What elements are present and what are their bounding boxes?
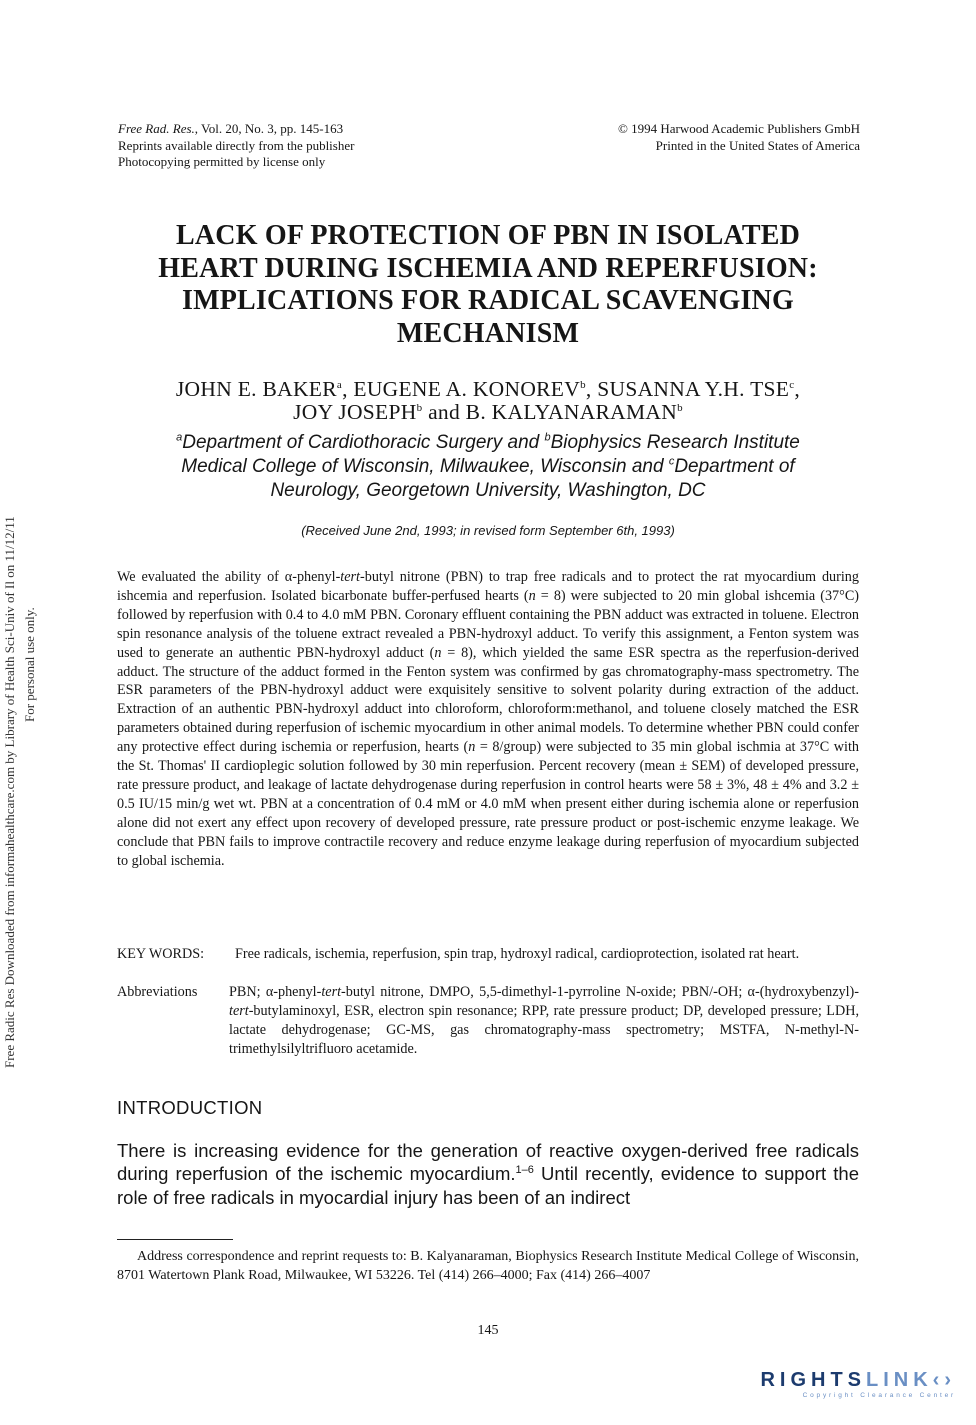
abstract-text: We evaluated the ability of α-phenyl- <box>117 569 341 585</box>
side-margin <box>0 0 50 1425</box>
title-line: MECHANISM <box>396 317 580 349</box>
affiliation-text: Department of <box>674 456 795 477</box>
abstract-text: -butyl nitrone (PBN) to trap free radicals and to protect the rat myocardium during ishcemia and reperfusion. Isolated bicarbonate buffer-perfused hearts ( <box>117 569 859 604</box>
title-line: LACK OF PROTECTION OF PBN IN ISOLATED <box>176 220 800 251</box>
abstract <box>117 568 859 871</box>
rightslink-logo-text: RIGHTS <box>760 1369 866 1391</box>
rightslink-logo[interactable] <box>720 1369 956 1403</box>
author-separator: , <box>794 377 801 401</box>
affiliation-text: Medical College of Wisconsin, Milwaukee, Wisconsin and <box>181 456 669 477</box>
footnote-rule <box>117 1239 233 1240</box>
author-list <box>100 378 876 424</box>
reprints-note: Reprints available directly from the publisher <box>118 137 355 153</box>
abbreviations-value <box>229 983 859 1059</box>
affiliation-text: Biophysics Research Institute <box>550 432 800 453</box>
abstract-italic: n <box>528 587 536 604</box>
author: JOHN E. BAKER <box>175 377 337 401</box>
affiliation-mark: b <box>580 378 586 391</box>
publisher-header <box>618 121 860 154</box>
abstract-italic: n <box>434 644 442 661</box>
title-line: HEART DURING ISCHEMIA AND REPERFUSION: <box>158 252 818 284</box>
affiliation-mark: c <box>789 378 795 391</box>
abbreviations-text: PBN; α-phenyl- <box>229 984 322 1000</box>
journal-volume: , Vol. 20, No. 3, pp. 145-163 <box>194 121 344 136</box>
abbreviations-italic: tert <box>229 1002 249 1019</box>
journal-header <box>118 121 354 171</box>
abbreviations-label: Abbreviations <box>117 984 198 1000</box>
keywords-value: Free radicals, ischemia, reperfusion, spin trap, hydroxyl radical, cardioprotection, isolated rat heart. <box>235 946 800 962</box>
section-heading: INTRODUCTION <box>117 1097 263 1118</box>
abstract-text: = 8), which yielded the same ESR spectra as the reperfusion-derived adduct. The structure of the adduct formed in the Fenton system was confirmed by gas chromatography-mass spectrometry. The ESR parameters of the PBN-hydroxyl adduct were exquisitely sensitive to solvent polarity during extraction of the adduct. Extraction of an authentic PBN-hydroxyl adduct into chloroform, chloroform:methanol, and toluene closely matched the ESR parameters obtained during reperfusion of ischemic myocardium in other animal models. To determine whether PBN could confer any protective effect during ischemia or reperfusion, hearts ( <box>117 644 859 756</box>
photocopy-note: Photocopying permitted by license only <box>118 154 326 169</box>
author: JOY JOSEPH <box>293 400 417 424</box>
link-arrows-icon: ‹› <box>932 1369 956 1391</box>
abbreviations-italic: tert <box>321 984 342 1000</box>
affiliation-text: Department of Cardiothoracic Surgery and <box>182 432 545 453</box>
affiliation-mark: a <box>176 431 183 444</box>
title-line: IMPLICATIONS FOR RADICAL SCAVENGING <box>182 285 794 316</box>
received-dates: (Received June 2nd, 1993; in revised form September 6th, 1993) <box>301 523 675 538</box>
introduction-body <box>117 1139 859 1209</box>
body-text: There is increasing evidence for the generation of reactive oxygen-derived free radicals during reperfusion of the ischemic myocardium. <box>117 1140 859 1185</box>
affiliation-mark: a <box>336 378 343 391</box>
affiliation-text: Neurology, Georgetown University, Washington, DC <box>270 480 706 501</box>
page-number: 145 <box>477 1323 499 1338</box>
abstract-text: = 8) were subjected to 20 min global ishcemia (37°C) followed by reperfusion with 0.4 to 4.0 mM PBN. Coronary effluent containing the PBN adduct was extracted in toluene. Electron spin resonance analysis of the toluene extract revealed a PBN-hydroxyl adduct. To verify this assignment, a Fenton system was used to generate an authentic PBN-hydroxyl adduct ( <box>117 587 860 661</box>
journal-name: Free Rad. Res. <box>118 121 195 136</box>
abbreviations-text: -butyl nitrone, DMPO, 5,5-dimethyl-1-pyrroline N-oxide; PBN/-OH; α-(hydroxybenzyl)- <box>341 984 859 1000</box>
copyright-line: © 1994 Harwood Academic Publishers GmbH <box>617 121 860 136</box>
body-text: Until recently, evidence to support the role of free radicals in myocardial injury has been of an indirect <box>117 1163 859 1208</box>
abstract-italic: n <box>468 739 476 756</box>
author: , EUGENE A. KONOREV <box>342 377 581 401</box>
rightslink-tagline: Copyright Clearance Center <box>802 1392 956 1399</box>
footnote: Address correspondence and reprint requests to: B. Kalyanaraman, Biophysics Research Institute Medical College of Wisconsin, 8701 Watertown Plank Road, Milwaukee, WI 53226. Tel (414) 266–4000; Fax (414) 266–4007 <box>117 1249 859 1283</box>
download-notice: Free Radic Res Downloaded from informahealthcare.com by Library of Health Sci-Univ of Il on 11/12/11 <box>2 516 17 1068</box>
keywords-label: KEY WORDS: <box>117 946 205 962</box>
author: and B. KALYANARAMAN <box>422 400 678 424</box>
abstract-italic: tert <box>340 569 360 585</box>
affiliation-mark: b <box>416 401 423 414</box>
affiliation-mark: b <box>544 431 551 444</box>
abstract-text: = 8/group) were subjected to 35 min global ischmia at 37°C with the St. Thomas' II cardioplegic solution followed by 30 min reperfusion. Percent recovery (mean ± SEM) of developed pressure, rate pressure product, and leakage of lactate dehydrogenase during reperfusion in control hearts were 58 ± 3%, 48 ± 4% and 3.2 ± 0.5 IU/15 min/g wet wt. PBN at a concentration of 0.4 mM or 4.0 mM when present either during ischemia alone or reperfusion alone did not exert any effect upon recovery of developed pressure, rate pressure product or post-ischemic enzyme leakage. We conclude that PBN fails to improve contractile recovery and reduce enzyme leakage during reperfusion of myocardium subjected to global ischemia. <box>117 739 859 869</box>
rightslink-logo-text: LINK <box>866 1369 933 1391</box>
affiliation-mark: c <box>668 455 675 468</box>
citation-ref: 1–6 <box>515 1164 534 1177</box>
affiliations <box>100 431 876 503</box>
author: , SUSANNA Y.H. TSE <box>585 377 790 401</box>
abbreviations-text: -butylaminoxyl, ESR, electron spin resonance; RPP, rate pressure product; DP, developed pressure; LDH, lactate dehydrogenase; GC-MS, gas chromatography-mass spectrometry; MSTFA, N-methyl-N-trimethylsilyltrifluoro acetamide. <box>229 1002 859 1057</box>
personal-use-notice: For personal use only. <box>22 607 37 722</box>
affiliation-mark: b <box>677 401 683 414</box>
paper-title <box>100 220 876 350</box>
printed-line: Printed in the United States of America <box>655 137 860 153</box>
